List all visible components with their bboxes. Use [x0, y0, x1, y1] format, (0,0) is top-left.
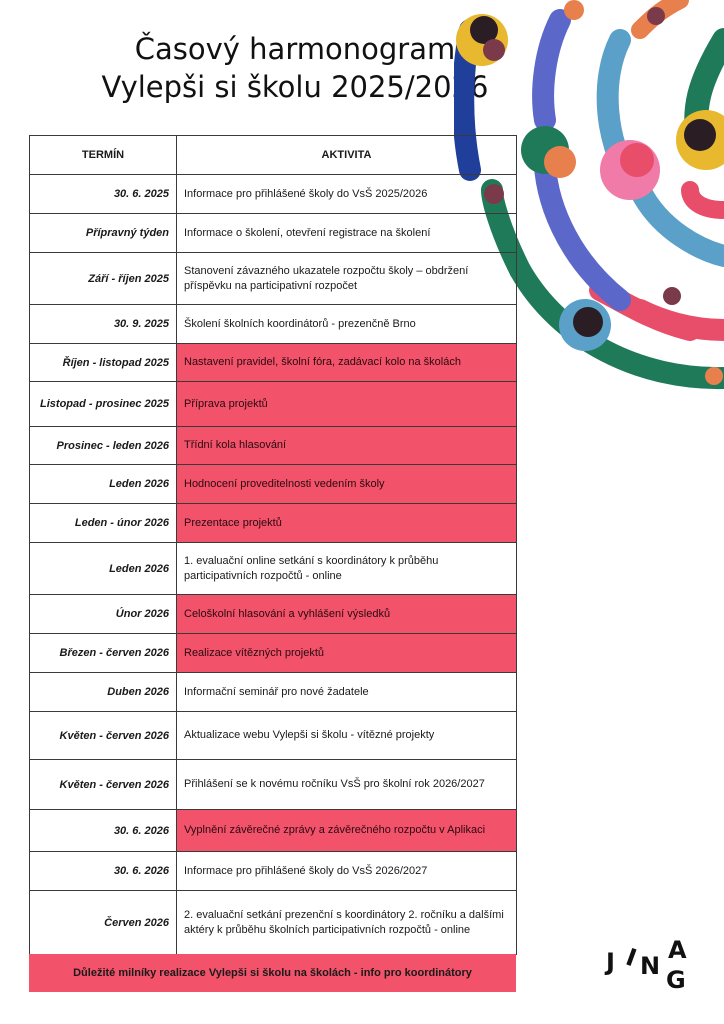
logo-letter-i: I	[622, 942, 641, 973]
table-row	[30, 595, 517, 634]
term-cell: Prosinec - leden 2026	[30, 427, 177, 465]
term-cell: Září - říjen 2025	[30, 253, 177, 305]
table-row	[30, 175, 517, 214]
table-row	[30, 427, 517, 465]
activity-cell: Prezentace projektů	[177, 504, 517, 543]
activity-cell: Přihlášení se k novému ročníku VsŠ pro školní rok 2026/2027	[177, 760, 517, 810]
term-cell: 30. 6. 2026	[30, 810, 177, 852]
table-row	[30, 712, 517, 760]
term-cell: Listopad - prosinec 2025	[30, 382, 177, 427]
activity-cell: Třídní kola hlasování	[177, 427, 517, 465]
term-cell: 30. 6. 2026	[30, 852, 177, 891]
activity-cell: 1. evaluační online setkání s koordinátory k průběhu participativních rozpočtů - online	[177, 543, 517, 595]
header-activity: AKTIVITA	[177, 136, 517, 175]
table-row	[30, 465, 517, 504]
activity-cell: Nastavení pravidel, školní fóra, zadávací kolo na školách	[177, 344, 517, 382]
term-cell: Únor 2026	[30, 595, 177, 634]
term-cell: Leden - únor 2026	[30, 504, 177, 543]
logo-letter-n: N	[640, 952, 661, 980]
term-cell: Říjen - listopad 2025	[30, 344, 177, 382]
table-row	[30, 253, 517, 305]
header-term: TERMÍN	[30, 136, 177, 175]
activity-cell: Informace o školení, otevření registrace na školení	[177, 214, 517, 253]
activity-cell: Informace pro přihlášené školy do VsŠ 2026/2027	[177, 852, 517, 891]
milestones-legend	[29, 954, 516, 992]
term-cell: 30. 6. 2025	[30, 175, 177, 214]
table-row	[30, 543, 517, 595]
jinag-logo	[604, 936, 694, 992]
table-row	[30, 382, 517, 427]
term-cell: Duben 2026	[30, 673, 177, 712]
term-cell: Leden 2026	[30, 465, 177, 504]
term-cell: Květen - červen 2026	[30, 760, 177, 810]
activity-cell: Školení školních koordinátorů - prezenčně Brno	[177, 305, 517, 344]
activity-cell: Vyplnění závěrečné zprávy a závěrečného rozpočtu v Aplikaci	[177, 810, 517, 852]
activity-cell: Příprava projektů	[177, 382, 517, 427]
table-row	[30, 852, 517, 891]
table-row	[30, 634, 517, 673]
term-cell: Březen - červen 2026	[30, 634, 177, 673]
activity-cell: 2. evaluační setkání prezenční s koordinátory 2. ročníku a dalšími aktéry k průběhu školních participativních rozpočtů - online	[177, 891, 517, 955]
title-line-2: Vylepši si školu 2025/2026	[101, 70, 489, 104]
table-row	[30, 760, 517, 810]
legend-text: Důležité milníky realizace Vylepši si školu na školách - info pro koordinátory	[73, 967, 472, 979]
logo-letter-a: A	[668, 936, 687, 964]
table-row	[30, 891, 517, 955]
term-cell: 30. 9. 2025	[30, 305, 177, 344]
schedule-table	[29, 135, 517, 955]
term-cell: Leden 2026	[30, 543, 177, 595]
activity-cell: Celoškolní hlasování a vyhlášení výsledků	[177, 595, 517, 634]
term-cell: Květen - červen 2026	[30, 712, 177, 760]
table-header-row	[30, 136, 517, 175]
activity-cell: Informace pro přihlášené školy do VsŠ 2025/2026	[177, 175, 517, 214]
table-row	[30, 673, 517, 712]
activity-cell: Hodnocení proveditelnosti vedením školy	[177, 465, 517, 504]
logo-letter-j: J	[606, 948, 615, 976]
logo-letter-g: G	[666, 966, 686, 992]
term-cell: Červen 2026	[30, 891, 177, 955]
table-row	[30, 214, 517, 253]
table-row	[30, 810, 517, 852]
table-row	[30, 305, 517, 344]
activity-cell: Realizace vítězných projektů	[177, 634, 517, 673]
table-row	[30, 344, 517, 382]
activity-cell: Informační seminář pro nové žadatele	[177, 673, 517, 712]
activity-cell: Aktualizace webu Vylepši si školu - vítězné projekty	[177, 712, 517, 760]
table-row	[30, 504, 517, 543]
activity-cell: Stanovení závazného ukazatele rozpočtu školy – obdržení příspěvku na participativní rozpočet	[177, 253, 517, 305]
term-cell: Přípravný týden	[30, 214, 177, 253]
title-line-1: Časový harmonogram	[134, 32, 456, 66]
